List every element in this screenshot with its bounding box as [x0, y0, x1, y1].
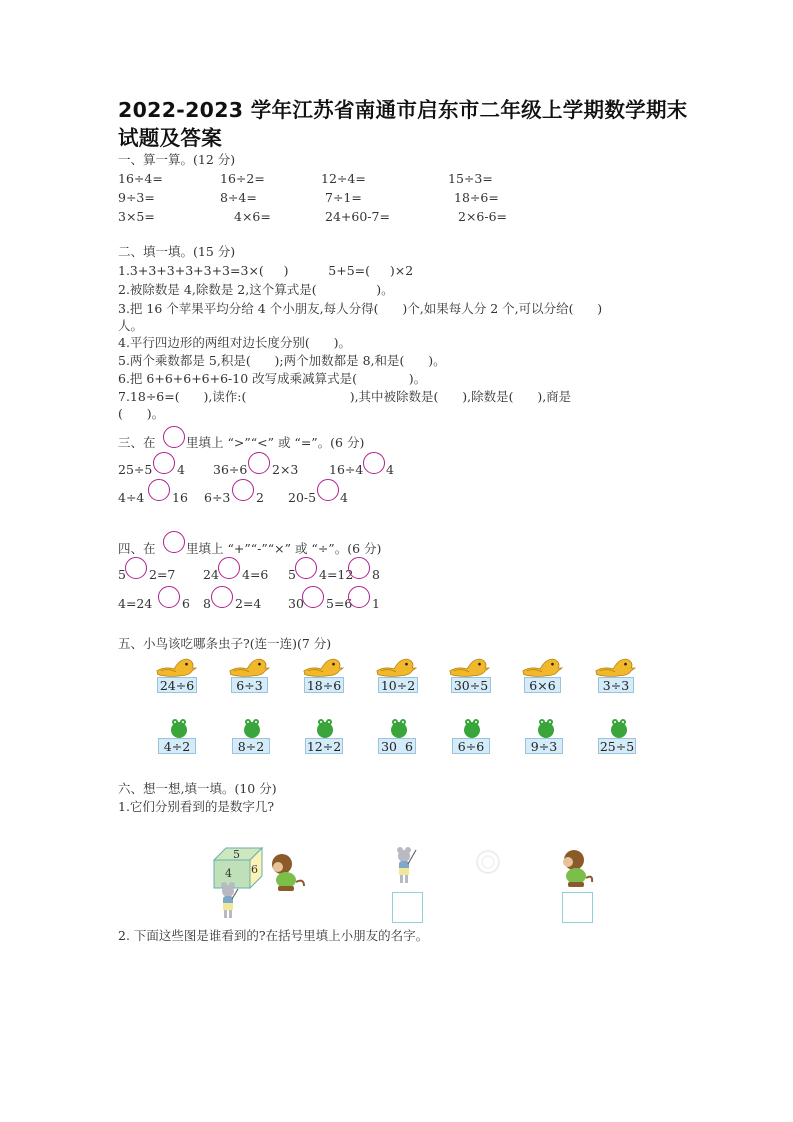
fill-item-7: 7.18÷6=( ),读作:( ),其中被除数是( ),除数是( ),商是: [118, 389, 572, 404]
bird-label[interactable]: 6÷3: [231, 677, 268, 693]
monkey-icon: [560, 848, 594, 888]
monkey-icon: [270, 852, 306, 892]
section2-heading: 二、填一填。(15 分): [118, 244, 236, 259]
document-title-line2: 试题及答案: [118, 126, 222, 150]
fill-item-7-cont: ( )。: [118, 406, 165, 421]
compare-circle[interactable]: [153, 452, 175, 474]
fill-item-6: 6.把 6+6+6+6+6-10 改写成乘减算式是( )。: [118, 371, 427, 386]
operand: 4=24: [118, 596, 153, 611]
bird-label[interactable]: 18÷6: [304, 677, 344, 693]
operand: 2=4: [235, 596, 262, 611]
fill-item-2: 2.被除数是 4,除数是 2,这个算式是( )。: [118, 282, 394, 297]
problem: 12÷4=: [321, 171, 366, 186]
problem: 7÷1=: [325, 190, 362, 205]
expression: 2: [256, 490, 264, 505]
frog-icon: [535, 717, 557, 739]
document-title-line1: 2022-2023 学年江苏省南通市启东市二年级上学期数学期末: [118, 98, 688, 122]
operator-circle[interactable]: [211, 586, 233, 608]
expression: 4: [177, 462, 185, 477]
frog-icon: [461, 717, 483, 739]
operand: 30: [288, 596, 304, 611]
operator-circle[interactable]: [125, 557, 147, 579]
section5-heading: 五、小鸟该吃哪条虫子?(连一连)(7 分): [118, 636, 332, 651]
fill-item-3-cont: 人。: [118, 318, 144, 333]
operand: 6: [182, 596, 190, 611]
operator-circle[interactable]: [158, 586, 180, 608]
expression: 2×3: [272, 462, 299, 477]
worm-label[interactable]: 6÷6: [452, 738, 490, 754]
operand: 8: [372, 567, 380, 582]
expression: 4: [386, 462, 394, 477]
expression: 6÷3: [204, 490, 231, 505]
section3-heading-prefix: 三、在: [118, 435, 156, 450]
expression: 4÷4: [118, 490, 145, 505]
example-circle: [163, 426, 185, 448]
problem: 15÷3=: [448, 171, 493, 186]
answer-box-monkey[interactable]: [562, 892, 593, 923]
section4-heading-prefix: 四、在: [118, 541, 156, 556]
bird-icon: [155, 656, 197, 678]
operator-circle[interactable]: [348, 557, 370, 579]
operand: 4=12: [319, 567, 354, 582]
problem: 18÷6=: [454, 190, 499, 205]
section6-heading: 六、想一想,填一填。(10 分): [118, 781, 277, 796]
operand: 2=7: [149, 567, 176, 582]
worm-label[interactable]: 9÷3: [525, 738, 563, 754]
compare-circle[interactable]: [363, 452, 385, 474]
operand: 8: [203, 596, 211, 611]
operand: 24: [203, 567, 219, 582]
answer-box-mouse[interactable]: [392, 892, 423, 923]
frog-icon: [314, 717, 336, 739]
bird-label[interactable]: 3÷3: [598, 677, 634, 693]
expression: 20-5: [288, 490, 317, 505]
bird-icon: [302, 656, 344, 678]
worm-label[interactable]: 12÷2: [306, 739, 342, 754]
problem: 8÷4=: [220, 190, 257, 205]
bird-label[interactable]: 30÷5: [451, 677, 491, 693]
fill-item-1: 1.3+3+3+3+3+3=3×( ) 5+5=( )×2: [118, 263, 414, 278]
watermark-icon: [474, 848, 502, 876]
section6-question1: 1.它们分别看到的是数字几?: [118, 799, 275, 814]
problem: 4×6=: [234, 209, 271, 224]
worm-label[interactable]: 8÷2: [232, 738, 270, 754]
operator-circle[interactable]: [302, 586, 324, 608]
mouse-icon: [394, 846, 418, 888]
problem: 16÷4=: [118, 171, 163, 186]
frog-icon: [168, 717, 190, 739]
problem: 16÷2=: [220, 171, 265, 186]
operand: 5: [288, 567, 296, 582]
frog-icon: [241, 717, 263, 739]
compare-circle[interactable]: [148, 479, 170, 501]
operand: 4=6: [242, 567, 269, 582]
expression: 4: [340, 490, 348, 505]
compare-circle[interactable]: [232, 479, 254, 501]
problem: 2×6-6=: [458, 209, 508, 224]
bird-icon: [375, 656, 417, 678]
fill-item-5: 5.两个乘数都是 5,积是( );两个加数都是 8,和是( )。: [118, 353, 446, 368]
fill-item-4: 4.平行四边形的两组对边长度分别( )。: [118, 335, 352, 350]
cube-face-front: 4: [225, 867, 232, 880]
compare-circle[interactable]: [317, 479, 339, 501]
problem: 9÷3=: [118, 190, 155, 205]
problem: 24+60-7=: [325, 209, 390, 224]
operand: 5=6: [326, 596, 353, 611]
operator-circle[interactable]: [348, 586, 370, 608]
bird-label[interactable]: 24÷6: [157, 677, 197, 693]
operator-circle[interactable]: [218, 557, 240, 579]
operand: 1: [372, 596, 380, 611]
section6-question2: 2. 下面这些图是谁看到的?在括号里填上小朋友的名字。: [118, 928, 429, 943]
frog-icon: [388, 717, 410, 739]
bird-icon: [594, 656, 636, 678]
mouse-icon: [218, 881, 240, 921]
section4-heading-suffix: 里填上 “+”“-”“×” 或 “÷”。(6 分): [186, 541, 382, 556]
expression: 16÷4: [329, 462, 364, 477]
bird-icon: [521, 656, 563, 678]
fill-item-3: 3.把 16 个苹果平均分给 4 个小朋友,每人分得( )个,如果每人分 2 个,可以分给( ): [118, 301, 603, 316]
bird-icon: [228, 656, 270, 678]
cube-face-side: 6: [251, 863, 258, 876]
worm-label[interactable]: 4÷2: [158, 738, 196, 754]
expression: 25÷5: [118, 462, 153, 477]
section1-heading: 一、算一算。(12 分): [118, 152, 236, 167]
frog-icon: [608, 717, 630, 739]
bird-icon: [448, 656, 490, 678]
worm-label[interactable]: 30 6: [378, 738, 416, 754]
cube-face-top: 5: [233, 848, 240, 861]
bird-label[interactable]: 10÷2: [378, 677, 418, 693]
operand: 5: [118, 567, 126, 582]
operator-circle[interactable]: [295, 557, 317, 579]
expression: 36÷6: [213, 462, 248, 477]
bird-label[interactable]: 6×6: [524, 677, 561, 693]
compare-circle[interactable]: [248, 452, 270, 474]
section3-heading-suffix: 里填上 “>”“<” 或 “=”。(6 分): [186, 435, 365, 450]
example-circle: [163, 531, 185, 553]
expression: 16: [172, 490, 188, 505]
problem: 3×5=: [118, 209, 155, 224]
worm-label[interactable]: 25÷5: [599, 739, 635, 754]
